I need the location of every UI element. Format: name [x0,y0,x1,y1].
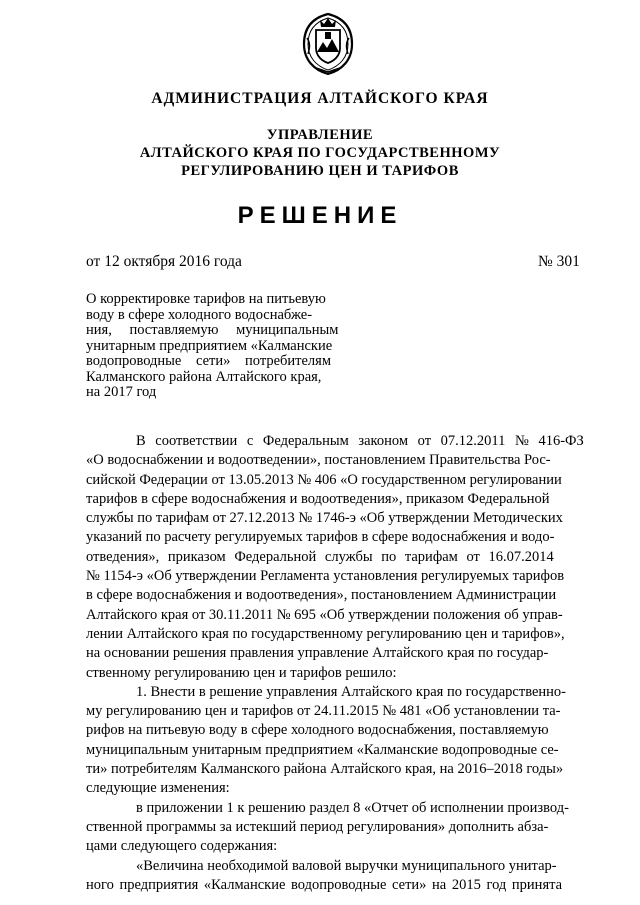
document-date: от 12 октября 2016 года [86,253,242,270]
document-body [86,432,598,895]
subject-line: Калманского района Алтайского края, [86,368,322,385]
department-title-line: УПРАВЛЕНИЕ [266,127,374,143]
body-line: указаний по расчету регулируемых тарифов в сфере водоснабжения и водо- [86,529,555,546]
body-line: ти» потребителям Калманского района Алтайского края, на 2016–2018 годы» [86,761,564,778]
body-line: ственной программы за истекший период регулирования» дополнить абза- [86,818,549,835]
subject-line: на 2017 год [86,384,157,400]
body-line: на основании решения правления управление Алтайского края по государ- [86,645,549,662]
department-title [0,126,640,180]
subject-line: унитарным предприятием «Калманские [86,337,333,354]
body-line: ного предприятия «Калманские водопроводные сети» на 2015 год принята [86,876,563,893]
subject-line: воду в сфере холодного водоснабже- [86,306,313,323]
department-title-line: АЛТАЙСКОГО КРАЯ ПО ГОСУДАРСТВЕННОМУ [139,145,501,161]
altai-krai-coat-of-arms-icon [298,12,358,76]
body-line: сийской Федерации от 13.05.2013 № 406 «О государственном регулировании [86,471,562,488]
body-line: следующие изменения: [86,780,230,797]
subject-line: ния, поставляемую муниципальным [86,322,339,338]
department-title-line: РЕГУЛИРОВАНИЮ ЦЕН И ТАРИФОВ [181,163,459,179]
body-line: службы по тарифам от 27.12.2013 № 1746-э «Об утверждении Методических [86,510,563,527]
body-line: рифов на питьевую воду в сфере холодного водоснабжения, поставляемую [86,722,549,739]
body-line: цами следующего содержания: [86,838,278,855]
body-line: в сфере водоснабжения и водоотведения», постановлением Администрации [86,587,557,604]
body-line: ственному регулированию цен и тарифов решило: [86,664,397,681]
body-line: Алтайского края от 30.11.2011 № 695 «Об утверждении положения об управ- [86,606,563,623]
body-line: лении Алтайского края по государственному регулированию цен и тарифов», [86,625,565,642]
body-line: му регулированию цен и тарифов от 24.11.2015 № 481 «Об установлении та- [86,703,561,720]
document-subject [86,292,348,401]
body-line: «Величина необходимой валовой выручки муниципального унитар- [136,857,557,874]
subject-line: водопроводные сети» потребителям [86,353,332,369]
body-line: «О водоснабжении и водоотведении», постановлением Правительства Рос- [86,452,551,469]
body-line: в приложении 1 к решению раздел 8 «Отчет об исполнении производ- [136,799,569,816]
body-line: отведения», приказом Федеральной службы по тарифам от 16.07.2014 [86,548,554,565]
subject-line: О корректировке тарифов на питьевую [86,291,326,307]
body-line: В соответствии с Федеральным законом от 07.12.2011 № 416-ФЗ [136,433,584,449]
body-line: № 1154-э «Об утверждении Регламента установления регулируемых тарифов [86,568,565,585]
document-number: № 301 [538,253,580,270]
document-type-heading: РЕШЕНИЕ [237,202,403,229]
body-line: 1. Внести в решение управления Алтайского края по государственно- [136,683,567,700]
body-line: муниципальным унитарным предприятием «Калманские водопроводные се- [86,741,559,758]
body-line: тарифов в сфере водоснабжения и водоотведения», приказом Федеральной [86,490,550,507]
administration-title: АДМИНИСТРАЦИЯ АЛТАЙСКОГО КРАЯ [151,90,489,107]
